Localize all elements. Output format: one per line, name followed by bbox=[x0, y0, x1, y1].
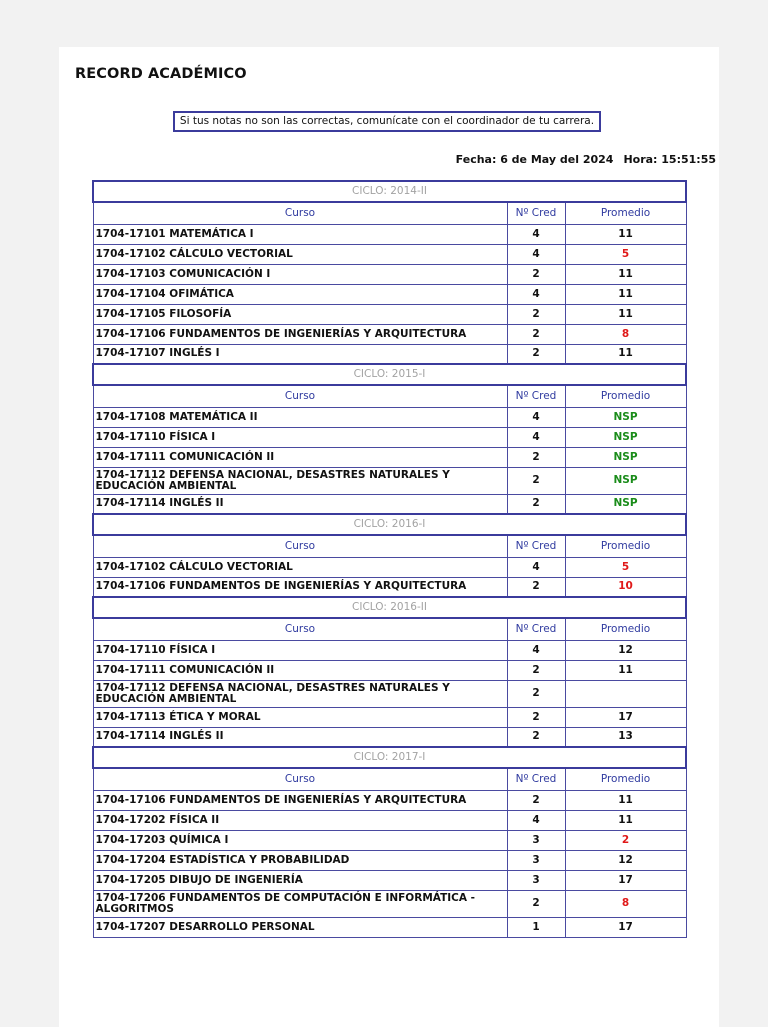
course-credits: 2 bbox=[507, 447, 565, 467]
page-title: RECORD ACADÉMICO bbox=[75, 66, 247, 82]
course-average: 5 bbox=[565, 557, 686, 577]
course-average: NSP bbox=[565, 427, 686, 447]
course-average: 11 bbox=[565, 264, 686, 284]
course-credits: 3 bbox=[507, 830, 565, 850]
course-name: 1704-17106 FUNDAMENTOS DE INGENIERÍAS Y ARQUITECTURA bbox=[93, 324, 507, 344]
course-credits: 2 bbox=[507, 324, 565, 344]
table-row bbox=[93, 427, 686, 447]
hora-label: Hora: 15:51:55 bbox=[623, 153, 716, 166]
course-credits: 4 bbox=[507, 407, 565, 427]
course-name: 1704-17102 CÁLCULO VECTORIAL bbox=[93, 244, 507, 264]
fecha-label: Fecha: 6 de May del 2024 bbox=[455, 153, 614, 166]
course-credits: 2 bbox=[507, 890, 565, 917]
table-row bbox=[93, 917, 686, 937]
course-average: NSP bbox=[565, 407, 686, 427]
table-row bbox=[93, 727, 686, 747]
course-average: 2 bbox=[565, 830, 686, 850]
table-row bbox=[93, 467, 686, 494]
table-row bbox=[93, 557, 686, 577]
course-name: 1704-17107 INGLÉS I bbox=[93, 344, 507, 364]
ciclo-row bbox=[93, 747, 686, 768]
notice-box: Si tus notas no son las correctas, comunícate con el coordinador de tu carrera. bbox=[173, 111, 601, 132]
ciclo-label: CICLO: 2016-II bbox=[93, 597, 686, 618]
course-credits: 2 bbox=[507, 727, 565, 747]
course-average: NSP bbox=[565, 447, 686, 467]
course-average: 11 bbox=[565, 344, 686, 364]
course-average: 17 bbox=[565, 917, 686, 937]
ciclo-row bbox=[93, 597, 686, 618]
course-average: 12 bbox=[565, 640, 686, 660]
course-name: 1704-17110 FÍSICA I bbox=[93, 427, 507, 447]
table-row bbox=[93, 264, 686, 284]
table-row bbox=[93, 244, 686, 264]
course-credits: 4 bbox=[507, 427, 565, 447]
course-average: 12 bbox=[565, 850, 686, 870]
course-credits: 2 bbox=[507, 494, 565, 514]
course-credits: 2 bbox=[507, 264, 565, 284]
column-header-row bbox=[93, 535, 686, 557]
course-credits: 2 bbox=[507, 707, 565, 727]
table-row bbox=[93, 447, 686, 467]
course-average: NSP bbox=[565, 467, 686, 494]
column-header-row bbox=[93, 768, 686, 790]
table-row bbox=[93, 810, 686, 830]
course-name: 1704-17112 DEFENSA NACIONAL, DESASTRES NATURALES Y EDUCACIÓN AMBIENTAL bbox=[93, 467, 507, 494]
ciclo-label: CICLO: 2016-I bbox=[93, 514, 686, 535]
ciclo-row bbox=[93, 181, 686, 202]
course-credits: 2 bbox=[507, 467, 565, 494]
course-name: 1704-17111 COMUNICACIÓN II bbox=[93, 447, 507, 467]
column-header-promedio: Promedio bbox=[565, 385, 686, 407]
course-name: 1704-17101 MATEMÁTICA I bbox=[93, 224, 507, 244]
course-average: 17 bbox=[565, 870, 686, 890]
column-header-promedio: Promedio bbox=[565, 202, 686, 224]
course-credits: 3 bbox=[507, 870, 565, 890]
course-name: 1704-17108 MATEMÁTICA II bbox=[93, 407, 507, 427]
course-name: 1704-17106 FUNDAMENTOS DE INGENIERÍAS Y ARQUITECTURA bbox=[93, 577, 507, 597]
course-credits: 4 bbox=[507, 224, 565, 244]
course-credits: 4 bbox=[507, 557, 565, 577]
course-average: 8 bbox=[565, 890, 686, 917]
column-header-promedio: Promedio bbox=[565, 768, 686, 790]
course-name: 1704-17104 OFIMÁTICA bbox=[93, 284, 507, 304]
course-credits: 4 bbox=[507, 284, 565, 304]
course-name: 1704-17103 COMUNICACIÓN I bbox=[93, 264, 507, 284]
course-name: 1704-17206 FUNDAMENTOS DE COMPUTACIÓN E INFORMÁTICA - ALGORITMOS bbox=[93, 890, 507, 917]
course-average: 10 bbox=[565, 577, 686, 597]
course-name: 1704-17112 DEFENSA NACIONAL, DESASTRES NATURALES Y EDUCACIÓN AMBIENTAL bbox=[93, 680, 507, 707]
column-header-cred: Nº Cred bbox=[507, 618, 565, 640]
course-name: 1704-17114 INGLÉS II bbox=[93, 727, 507, 747]
course-name: 1704-17102 CÁLCULO VECTORIAL bbox=[93, 557, 507, 577]
table-row bbox=[93, 790, 686, 810]
course-average: NSP bbox=[565, 494, 686, 514]
column-header-curso: Curso bbox=[93, 768, 507, 790]
table-row bbox=[93, 660, 686, 680]
column-header-cred: Nº Cred bbox=[507, 202, 565, 224]
course-credits: 1 bbox=[507, 917, 565, 937]
course-name: 1704-17202 FÍSICA II bbox=[93, 810, 507, 830]
table-row bbox=[93, 640, 686, 660]
table-row bbox=[93, 304, 686, 324]
column-header-cred: Nº Cred bbox=[507, 768, 565, 790]
ciclo-label: CICLO: 2014-II bbox=[93, 181, 686, 202]
course-name: 1704-17204 ESTADÍSTICA Y PROBABILIDAD bbox=[93, 850, 507, 870]
course-average: 11 bbox=[565, 284, 686, 304]
course-average: 11 bbox=[565, 304, 686, 324]
course-credits: 2 bbox=[507, 790, 565, 810]
course-name: 1704-17113 ÉTICA Y MORAL bbox=[93, 707, 507, 727]
table-row bbox=[93, 850, 686, 870]
course-average: 8 bbox=[565, 324, 686, 344]
table-row bbox=[93, 284, 686, 304]
course-name: 1704-17111 COMUNICACIÓN II bbox=[93, 660, 507, 680]
column-header-curso: Curso bbox=[93, 202, 507, 224]
course-credits: 4 bbox=[507, 244, 565, 264]
ciclo-row bbox=[93, 514, 686, 535]
column-header-cred: Nº Cred bbox=[507, 535, 565, 557]
column-header-promedio: Promedio bbox=[565, 618, 686, 640]
record-table-body bbox=[93, 181, 686, 937]
course-name: 1704-17110 FÍSICA I bbox=[93, 640, 507, 660]
column-header-curso: Curso bbox=[93, 535, 507, 557]
course-credits: 2 bbox=[507, 577, 565, 597]
course-name: 1704-17205 DIBUJO DE INGENIERÍA bbox=[93, 870, 507, 890]
table-row bbox=[93, 324, 686, 344]
course-name: 1704-17106 FUNDAMENTOS DE INGENIERÍAS Y ARQUITECTURA bbox=[93, 790, 507, 810]
table-row bbox=[93, 494, 686, 514]
ciclo-row bbox=[93, 364, 686, 385]
course-average: 11 bbox=[565, 224, 686, 244]
course-name: 1704-17203 QUÍMICA I bbox=[93, 830, 507, 850]
course-name: 1704-17207 DESARROLLO PERSONAL bbox=[93, 917, 507, 937]
table-row bbox=[93, 407, 686, 427]
course-credits: 4 bbox=[507, 810, 565, 830]
course-credits: 2 bbox=[507, 660, 565, 680]
table-row bbox=[93, 224, 686, 244]
column-header-row bbox=[93, 385, 686, 407]
ciclo-label: CICLO: 2015-I bbox=[93, 364, 686, 385]
table-row bbox=[93, 577, 686, 597]
course-credits: 3 bbox=[507, 850, 565, 870]
course-average: 5 bbox=[565, 244, 686, 264]
table-row bbox=[93, 830, 686, 850]
table-row bbox=[93, 870, 686, 890]
column-header-row bbox=[93, 202, 686, 224]
course-average: 17 bbox=[565, 707, 686, 727]
course-average: 11 bbox=[565, 660, 686, 680]
column-header-cred: Nº Cred bbox=[507, 385, 565, 407]
course-average: 11 bbox=[565, 810, 686, 830]
course-credits: 2 bbox=[507, 344, 565, 364]
course-average: 13 bbox=[565, 727, 686, 747]
course-average bbox=[565, 680, 686, 707]
table-row bbox=[93, 344, 686, 364]
course-name: 1704-17105 FILOSOFÍA bbox=[93, 304, 507, 324]
course-average: 11 bbox=[565, 790, 686, 810]
date-time-line bbox=[456, 153, 716, 166]
column-header-promedio: Promedio bbox=[565, 535, 686, 557]
column-header-curso: Curso bbox=[93, 385, 507, 407]
course-credits: 2 bbox=[507, 680, 565, 707]
table-row bbox=[93, 680, 686, 707]
course-credits: 2 bbox=[507, 304, 565, 324]
table-row bbox=[93, 890, 686, 917]
course-credits: 4 bbox=[507, 640, 565, 660]
ciclo-label: CICLO: 2017-I bbox=[93, 747, 686, 768]
course-name: 1704-17114 INGLÉS II bbox=[93, 494, 507, 514]
record-table bbox=[92, 180, 687, 938]
table-row bbox=[93, 707, 686, 727]
column-header-row bbox=[93, 618, 686, 640]
column-header-curso: Curso bbox=[93, 618, 507, 640]
